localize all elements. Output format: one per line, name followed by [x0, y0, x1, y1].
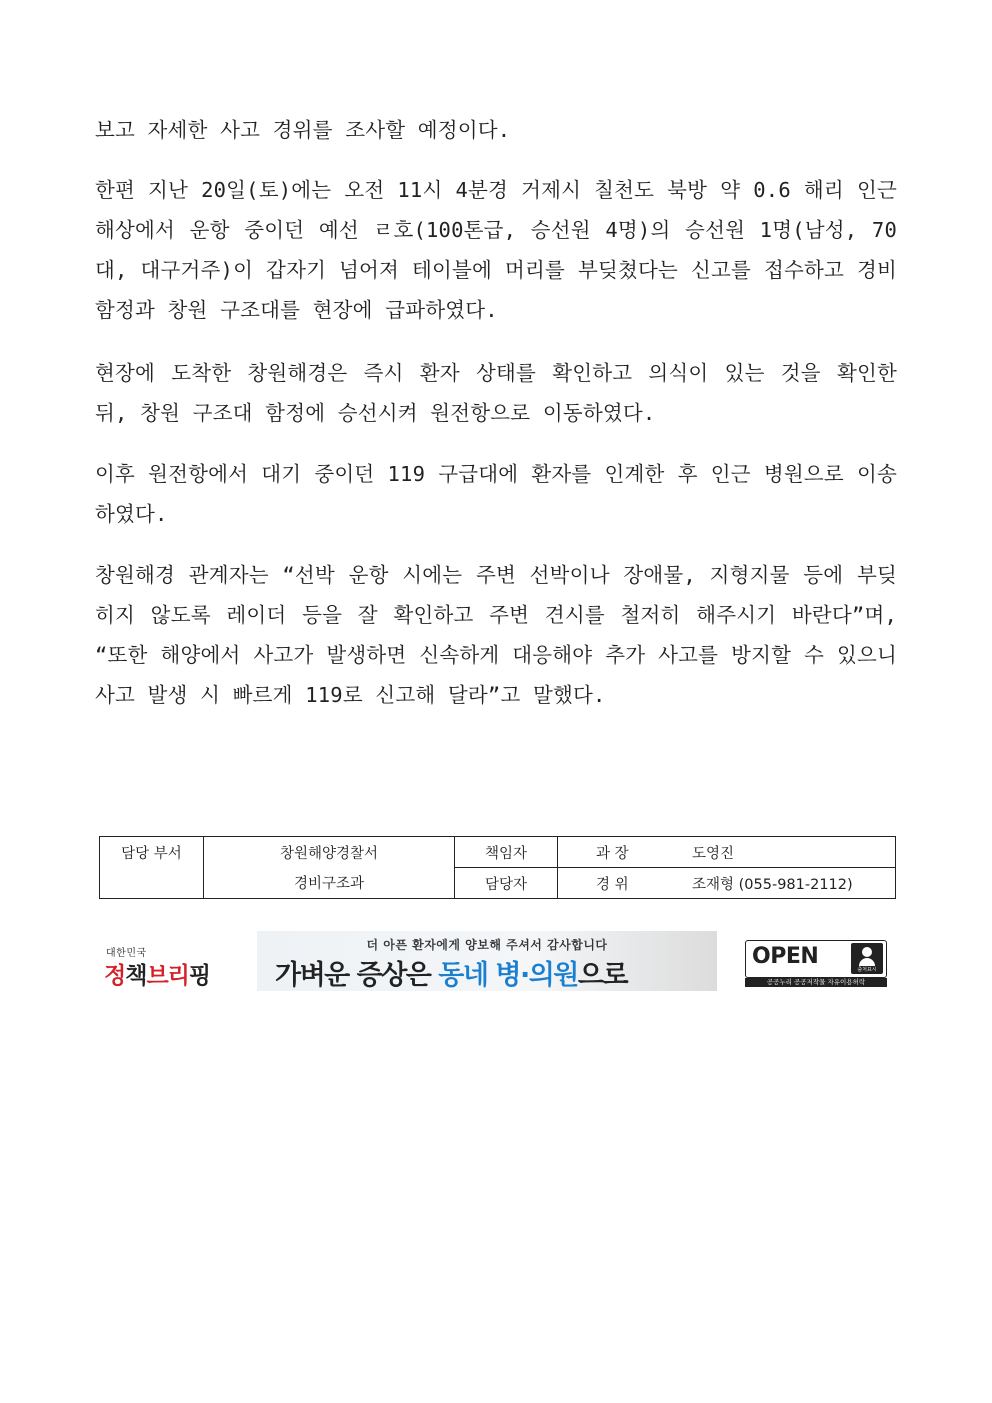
paragraph-2: 한편 지난 20일(토)에는 오전 11시 4분경 거제시 칠천도 북방 약 0.6 해리 인근 해상에서 운항 중이던 예선 ㄹ호(100톤급, 승선원 4명)의 승선원 1명(남성, 70대, 대구거주)이 갑자기 넘어져 테이블에 머리를 부딪쳤다는 신고를 접수하고 경비함정과 창원 구조대를 현장에 급파하였다. — [95, 178, 897, 322]
manager-rank: 경 위 — [596, 876, 629, 893]
banner-subtitle: 더 아픈 환자에게 양보해 주셔서 감사합니다 — [366, 938, 608, 952]
banner-headline: 가벼운 증상은 동네 병·의원으로 — [275, 960, 628, 991]
manager-label: 담당자 — [455, 868, 558, 899]
responsible-rank: 과 장 — [596, 845, 629, 862]
manager-person — [558, 868, 896, 899]
policy-briefing-logo[interactable] — [104, 944, 214, 990]
logo-main-text: 정책브리핑 — [104, 963, 211, 989]
campaign-banner[interactable] — [257, 931, 717, 991]
responsible-label: 책임자 — [455, 837, 558, 868]
contact-table — [99, 836, 896, 899]
attribution-tag: 출처표시 — [857, 967, 877, 973]
logo-small-text: 대한민국 — [106, 948, 147, 959]
attribution-person-icon — [851, 943, 883, 974]
org-name: 창원해양경찰서 — [204, 837, 455, 868]
paragraph-3: 현장에 도착한 창원해경은 즉시 환자 상태를 확인하고 의식이 있는 것을 확인한 뒤, 창원 구조대 함정에 승선시켜 원전항으로 이동하였다. — [95, 361, 897, 425]
open-caption: 공공누리 공공저작물 자유이용허락 — [745, 978, 887, 987]
paragraph-5: 창원해경 관계자는 “선박 운항 시에는 주변 선박이나 장애물, 지형지물 등에 부딪히지 않도록 레이더 등을 잘 확인하고 주변 견시를 철저히 해주시기 바란다”며, “또한 해양에서 사고가 발생하면 신속하게 대응해야 추가 사고를 방지할 수 있으니 사고 발생 시 빠르게 119로 신고해 달라”고 말했다. — [95, 563, 897, 707]
open-word: OPEN — [752, 944, 819, 969]
paragraph-1: 보고 자세한 사고 경위를 조사할 예정이다. — [95, 118, 511, 142]
open-badge-box — [745, 940, 887, 978]
kogl-open-badge[interactable] — [745, 940, 887, 986]
responsible-name: 도영진 — [692, 845, 735, 862]
dept-label: 담당 부서 — [100, 837, 204, 899]
paragraph-4: 이후 원전항에서 대기 중이던 119 구급대에 환자를 인계한 후 인근 병원으로 이송하였다. — [95, 462, 897, 526]
manager-name: 조재형 (055-981-2112) — [692, 876, 853, 893]
division-name: 경비구조과 — [204, 868, 455, 899]
responsible-person — [558, 837, 896, 868]
